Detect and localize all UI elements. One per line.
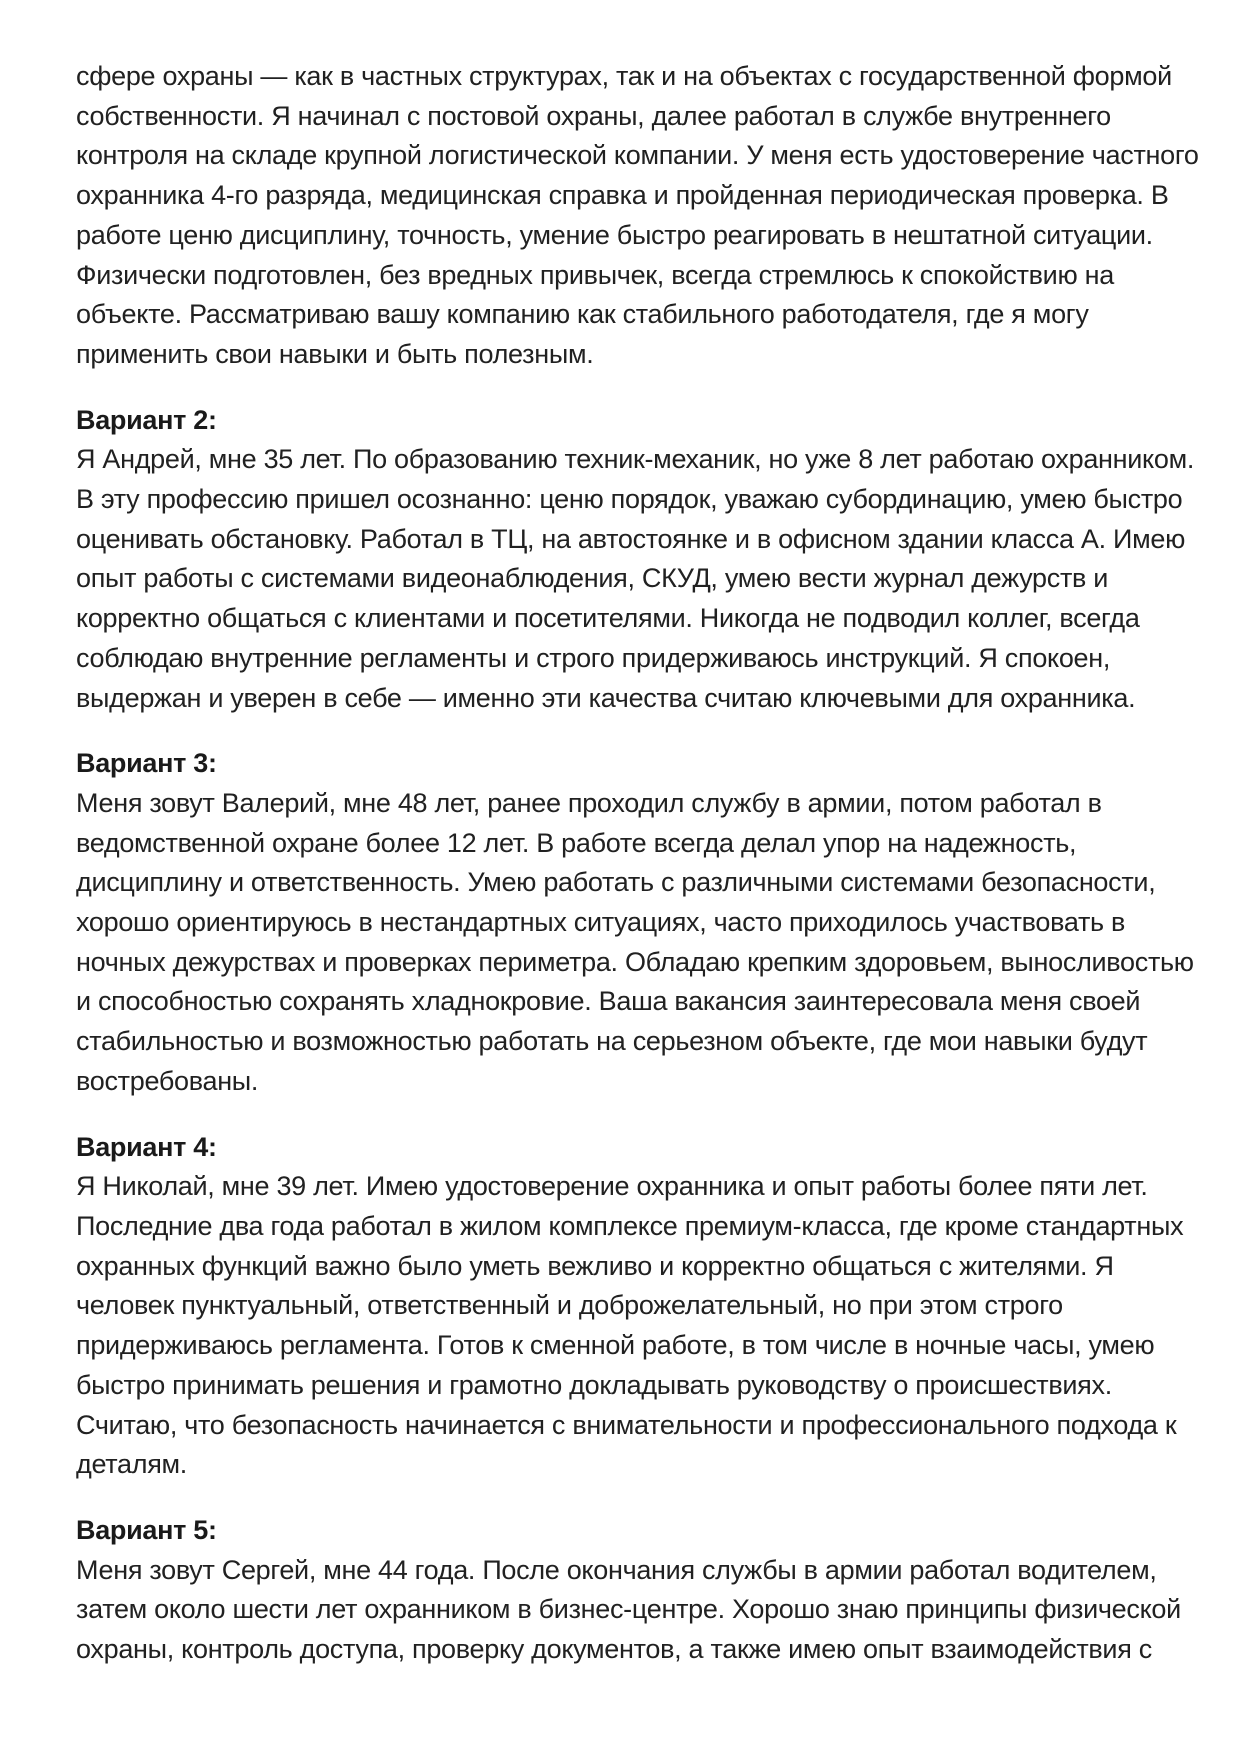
text-line: быстро принимать решения и грамотно докладывать руководству о происшествиях. <box>76 1369 1112 1400</box>
text-line: востребованы. <box>76 1065 259 1096</box>
text-line: затем около шести лет охранником в бизнес-центре. Хорошо знаю принципы физической <box>76 1594 1181 1625</box>
text-line: оценивать обстановку. Работал в ТЦ, на автостоянке и в офисном здании класса А. Имею <box>76 523 1186 554</box>
text-line: Меня зовут Валерий, мне 48 лет, ранее проходил службу в армии, потом работал в <box>76 787 1102 818</box>
section-heading: Вариант 5: <box>76 1514 217 1545</box>
text-line: ведомственной охране более 12 лет. В работе всегда делал упор на надежность, <box>76 827 1077 858</box>
text-line: стабильностью и возможностью работать на серьезном объекте, где мои навыки будут <box>76 1026 1148 1057</box>
text-line: применить свои навыки и быть полезным. <box>76 338 594 369</box>
text-block <box>76 744 1194 1101</box>
section-heading: Вариант 4: <box>76 1131 217 1162</box>
text-line: охраны, контроль доступа, проверку документов, а также имею опыт взаимодействия с <box>76 1634 1152 1665</box>
text-line: человек пунктуальный, ответственный и доброжелательный, но при этом строго <box>76 1290 1063 1321</box>
text-line: опыт работы с системами видеонаблюдения, СКУД, умею вести журнал дежурств и <box>76 563 1109 594</box>
document-body <box>76 57 1199 1670</box>
text-line: хорошо ориентируюсь в нестандартных ситуациях, часто приходилось участвовать в <box>76 907 1126 938</box>
text-line: Физически подготовлен, без вредных привычек, всегда стремлюсь к спокойствию на <box>76 259 1114 290</box>
text-line: корректно общаться с клиентами и посетителями. Никогда не подводил коллег, всегда <box>76 603 1140 634</box>
text-line: охранных функций важно было уметь вежливо и корректно общаться с жителями. Я <box>76 1250 1114 1281</box>
text-block <box>76 1128 1184 1485</box>
text-block <box>76 57 1199 375</box>
text-line: охранника 4-го разряда, медицинская справка и пройденная периодическая проверка. В <box>76 180 1169 211</box>
text-line: ночных дежурствах и проверках периметра. Обладаю крепким здоровьем, выносливостью <box>76 946 1194 977</box>
text-line: придерживаюсь регламента. Готов к сменной работе, в том числе в ночные часы, умею <box>76 1330 1155 1361</box>
text-line: собственности. Я начинал с постовой охраны, далее работал в службе внутреннего <box>76 100 1111 131</box>
section-heading: Вариант 2: <box>76 404 217 435</box>
text-line: Считаю, что безопасность начинается с внимательности и профессионального подхода к <box>76 1409 1177 1440</box>
text-line: Последние два года работал в жилом комплексе премиум-класса, где кроме стандартных <box>76 1210 1184 1241</box>
text-line: В эту профессию пришел осознанно: ценю порядок, уважаю субординацию, умею быстро <box>76 484 1183 515</box>
text-block <box>76 1511 1179 1670</box>
text-line: сфере охраны — как в частных структурах, так и на объектах с государственной формой <box>76 61 1172 91</box>
text-line: соблюдаю внутренние регламенты и строго придерживаюсь инструкций. Я спокоен, <box>76 642 1111 673</box>
text-line: дисциплину и ответственность. Умею работать с различными системами безопасности, <box>76 867 1156 898</box>
text-line: Я Николай, мне 39 лет. Имею удостоверение охранника и опыт работы более пяти лет. <box>76 1171 1148 1202</box>
text-block <box>76 401 1195 719</box>
text-line: выдержан и уверен в себе — именно эти качества считаю ключевыми для охранника. <box>76 682 1136 713</box>
text-line: работе ценю дисциплину, точность, умение быстро реагировать в нештатной ситуации. <box>76 219 1153 250</box>
text-line: и способностью сохранять хладнокровие. Ваша вакансия заинтересовала меня своей <box>76 986 1141 1017</box>
section-heading: Вариант 3: <box>76 748 217 779</box>
text-line: Меня зовут Сергей, мне 44 года. После окончания службы в армии работал водителем, <box>76 1554 1157 1585</box>
text-line: контроля на складе крупной логистической компании. У меня есть удостоверение частного <box>76 140 1199 171</box>
text-line: объекте. Рассматриваю вашу компанию как стабильного работодателя, где я могу <box>76 299 1089 330</box>
text-line: Я Андрей, мне 35 лет. По образованию техник-механик, но уже 8 лет работаю охранником. <box>76 444 1195 475</box>
text-line: деталям. <box>76 1449 187 1480</box>
